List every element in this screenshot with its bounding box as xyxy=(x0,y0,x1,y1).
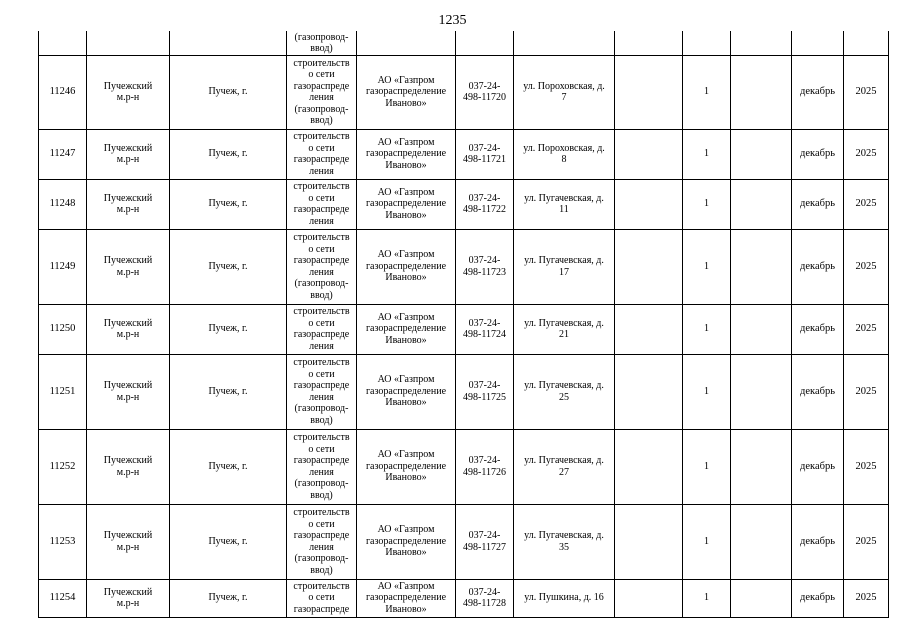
cell-year: 2025 xyxy=(844,179,889,229)
cell-empty-2 xyxy=(731,31,792,55)
cell-id: 11251 xyxy=(39,354,87,429)
cell-operator: АО «Газпром газораспределение Иваново» xyxy=(357,504,456,579)
cell-empty-2 xyxy=(731,229,792,304)
cell-empty-1 xyxy=(615,429,683,504)
cell-work-type: строительств о сети газораспреде ления (газопровод- ввод) xyxy=(287,354,357,429)
cell-operator: АО «Газпром газораспределение Иваново» xyxy=(357,129,456,179)
cell-qty: 1 xyxy=(683,504,731,579)
cell-settlement: Пучеж, г. xyxy=(170,579,287,617)
cell-work-type: строительств о сети газораспреде ления (газопровод- ввод) xyxy=(287,429,357,504)
cell-year xyxy=(844,31,889,55)
cell-code: 037-24- 498-11727 xyxy=(456,504,514,579)
cell-empty-1 xyxy=(615,504,683,579)
cell-qty: 1 xyxy=(683,229,731,304)
cell-empty-2 xyxy=(731,179,792,229)
cell-code: 037-24- 498-11725 xyxy=(456,354,514,429)
cell-qty: 1 xyxy=(683,354,731,429)
cell-work-type: строительств о сети газораспреде ления xyxy=(287,304,357,354)
cell-empty-1 xyxy=(615,579,683,617)
table-row xyxy=(39,429,889,504)
cell-code xyxy=(456,31,514,55)
cell-operator: АО «Газпром газораспределение Иваново» xyxy=(357,429,456,504)
cell-year: 2025 xyxy=(844,354,889,429)
table-row xyxy=(39,354,889,429)
cell-empty-2 xyxy=(731,55,792,129)
cell-id: 11250 xyxy=(39,304,87,354)
table-row xyxy=(39,229,889,304)
cell-year: 2025 xyxy=(844,129,889,179)
cell-operator: АО «Газпром газораспределение Иваново» xyxy=(357,229,456,304)
table-row xyxy=(39,304,889,354)
table-row xyxy=(39,504,889,579)
cell-empty-2 xyxy=(731,504,792,579)
cell-settlement xyxy=(170,31,287,55)
cell-month: декабрь xyxy=(792,229,844,304)
cell-district: Пучежский м.р-н xyxy=(87,229,170,304)
table-row xyxy=(39,179,889,229)
page-number: 1235 xyxy=(438,13,467,28)
cell-id: 11248 xyxy=(39,179,87,229)
cell-work-type: строительств о сети газораспреде ления (газопровод- ввод) xyxy=(287,229,357,304)
cell-district: Пучежский м.р-н xyxy=(87,429,170,504)
cell-qty: 1 xyxy=(683,179,731,229)
cell-month: декабрь xyxy=(792,354,844,429)
cell-qty: 1 xyxy=(683,429,731,504)
cell-district: Пучежский м.р-н xyxy=(87,504,170,579)
cell-qty: 1 xyxy=(683,55,731,129)
table-row xyxy=(39,55,889,129)
cell-empty-2 xyxy=(731,129,792,179)
cell-month: декабрь xyxy=(792,179,844,229)
cell-month: декабрь xyxy=(792,129,844,179)
data-table xyxy=(38,31,889,618)
cell-settlement: Пучеж, г. xyxy=(170,55,287,129)
table-row xyxy=(39,129,889,179)
cell-settlement: Пучеж, г. xyxy=(170,229,287,304)
cell-year: 2025 xyxy=(844,55,889,129)
cell-empty-1 xyxy=(615,129,683,179)
cell-empty-2 xyxy=(731,429,792,504)
cell-address: ул. Пороховская, д. 8 xyxy=(514,129,615,179)
cell-month: декабрь xyxy=(792,504,844,579)
cell-qty: 1 xyxy=(683,579,731,617)
cell-work-type: (газопровод- ввод) xyxy=(287,31,357,55)
cell-code: 037-24- 498-11728 xyxy=(456,579,514,617)
cell-id xyxy=(39,31,87,55)
cell-empty-2 xyxy=(731,354,792,429)
cell-year: 2025 xyxy=(844,304,889,354)
cell-settlement: Пучеж, г. xyxy=(170,504,287,579)
cell-operator: АО «Газпром газораспределение Иваново» xyxy=(357,55,456,129)
cell-empty-1 xyxy=(615,304,683,354)
cell-month: декабрь xyxy=(792,55,844,129)
cell-work-type: строительств о сети газораспреде ления xyxy=(287,129,357,179)
cell-district: Пучежский м.р-н xyxy=(87,354,170,429)
cell-year: 2025 xyxy=(844,579,889,617)
cell-district: Пучежский м.р-н xyxy=(87,304,170,354)
cell-code: 037-24- 498-11720 xyxy=(456,55,514,129)
cell-id: 11247 xyxy=(39,129,87,179)
cell-district: Пучежский м.р-н xyxy=(87,179,170,229)
cell-settlement: Пучеж, г. xyxy=(170,129,287,179)
cell-settlement: Пучеж, г. xyxy=(170,304,287,354)
cell-work-type: строительств о сети газораспреде xyxy=(287,579,357,617)
cell-empty-1 xyxy=(615,229,683,304)
cell-address: ул. Пугачевская, д. 35 xyxy=(514,504,615,579)
cell-work-type: строительств о сети газораспреде ления xyxy=(287,179,357,229)
cell-qty: 1 xyxy=(683,129,731,179)
cell-address: ул. Пушкина, д. 16 xyxy=(514,579,615,617)
cell-id: 11246 xyxy=(39,55,87,129)
table-row-partial xyxy=(39,31,889,55)
cell-empty-1 xyxy=(615,354,683,429)
cell-empty-2 xyxy=(731,579,792,617)
cell-work-type: строительств о сети газораспреде ления (газопровод- ввод) xyxy=(287,55,357,129)
cell-qty: 1 xyxy=(683,304,731,354)
cell-year: 2025 xyxy=(844,229,889,304)
cell-district: Пучежский м.р-н xyxy=(87,55,170,129)
cell-settlement: Пучеж, г. xyxy=(170,429,287,504)
cell-month: декабрь xyxy=(792,579,844,617)
cell-month: декабрь xyxy=(792,304,844,354)
cell-code: 037-24- 498-11724 xyxy=(456,304,514,354)
cell-empty-1 xyxy=(615,55,683,129)
cell-qty xyxy=(683,31,731,55)
cell-id: 11249 xyxy=(39,229,87,304)
cell-id: 11254 xyxy=(39,579,87,617)
cell-year: 2025 xyxy=(844,429,889,504)
cell-month xyxy=(792,31,844,55)
cell-address: ул. Пороховская, д. 7 xyxy=(514,55,615,129)
cell-address: ул. Пугачевская, д. 21 xyxy=(514,304,615,354)
cell-year: 2025 xyxy=(844,504,889,579)
cell-code: 037-24- 498-11723 xyxy=(456,229,514,304)
cell-id: 11252 xyxy=(39,429,87,504)
cell-code: 037-24- 498-11721 xyxy=(456,129,514,179)
cell-operator: АО «Газпром газораспределение Иваново» xyxy=(357,579,456,617)
table-row xyxy=(39,579,889,617)
cell-operator: АО «Газпром газораспределение Иваново» xyxy=(357,179,456,229)
cell-address xyxy=(514,31,615,55)
cell-settlement: Пучеж, г. xyxy=(170,179,287,229)
cell-work-type: строительств о сети газораспреде ления (газопровод- ввод) xyxy=(287,504,357,579)
cell-district xyxy=(87,31,170,55)
cell-code: 037-24- 498-11726 xyxy=(456,429,514,504)
cell-district: Пучежский м.р-н xyxy=(87,579,170,617)
cell-address: ул. Пугачевская, д. 11 xyxy=(514,179,615,229)
cell-code: 037-24- 498-11722 xyxy=(456,179,514,229)
cell-settlement: Пучеж, г. xyxy=(170,354,287,429)
cell-id: 11253 xyxy=(39,504,87,579)
cell-address: ул. Пугачевская, д. 17 xyxy=(514,229,615,304)
cell-operator: АО «Газпром газораспределение Иваново» xyxy=(357,354,456,429)
cell-empty-2 xyxy=(731,304,792,354)
cell-operator: АО «Газпром газораспределение Иваново» xyxy=(357,304,456,354)
cell-operator xyxy=(357,31,456,55)
cell-district: Пучежский м.р-н xyxy=(87,129,170,179)
cell-month: декабрь xyxy=(792,429,844,504)
cell-empty-1 xyxy=(615,179,683,229)
cell-empty-1 xyxy=(615,31,683,55)
cell-address: ул. Пугачевская, д. 25 xyxy=(514,354,615,429)
cell-address: ул. Пугачевская, д. 27 xyxy=(514,429,615,504)
